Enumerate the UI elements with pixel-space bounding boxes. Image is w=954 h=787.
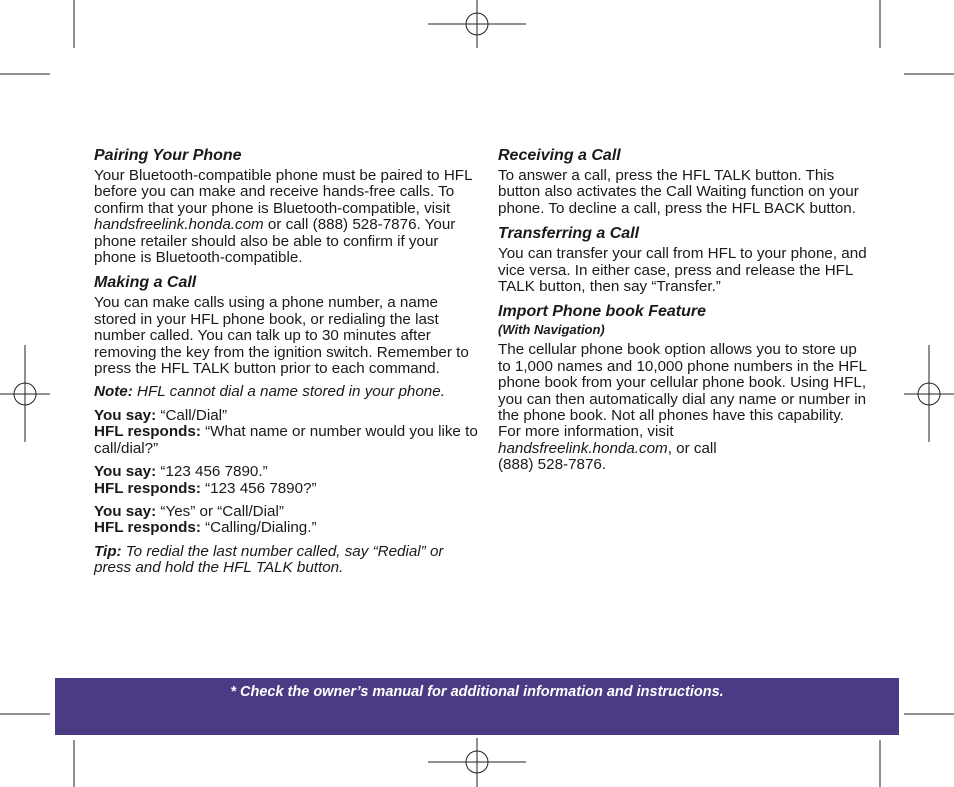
import-title: Import Phone book Feature (498, 303, 707, 321)
pairing-body (94, 168, 480, 266)
registration-mark-bottom (428, 738, 526, 787)
dialog-2-you (94, 464, 480, 480)
making-section (94, 273, 480, 377)
dialog-1 (94, 408, 480, 457)
tip-text: To redial the last number called, say “Redial” or press and hold the HFL TALK button. (94, 542, 444, 577)
dialog-3-you-text: “Yes” or “Call/Dial” (156, 502, 284, 520)
pairing-section (94, 146, 480, 266)
footer-banner (55, 678, 899, 735)
pairing-text-1: Your Bluetooth-compatible phone must be paired to HFL before you can make and receive hands-free calls. To confirm that your phone is Bluetooth-compatible, visit (94, 167, 472, 217)
dialog-2-hfl-text: “123 456 7890?” (200, 479, 317, 497)
import-subtitle: (With Navigation) (498, 322, 605, 338)
transferring-section (498, 224, 870, 295)
import-text-1: The cellular phone book option allows you to store up to 1,000 names and 10,000 phone numbers in the HFL phone book from your cellular phone book. Using HFL, you can then automatically dial any name or number in the phone book. Not all phones have this capability. For more information, visit (498, 341, 867, 441)
transferring-body: You can transfer your call from HFL to your phone, and vice versa. In either case, press and release the HFL TALK button, then say “Transfer.” (498, 245, 867, 296)
import-phone: (888) 528-7876. (498, 456, 607, 474)
hfl-responds-label: HFL responds: (94, 519, 201, 537)
left-column (94, 146, 480, 577)
import-section (498, 302, 870, 473)
transferring-title: Transferring a Call (498, 225, 640, 243)
import-link[interactable]: handsfreelink.honda.com (498, 439, 668, 457)
dialog-3-hfl (94, 520, 480, 536)
dialog-1-you (94, 408, 480, 424)
pairing-link[interactable]: handsfreelink.honda.com (94, 216, 264, 234)
you-say-label: You say: (94, 502, 157, 520)
dialog-2 (94, 464, 480, 497)
hfl-responds-label: HFL responds: (94, 479, 201, 497)
import-text-2: , or call (667, 439, 717, 457)
pairing-title: Pairing Your Phone (94, 147, 242, 164)
tip-label: Tip: (94, 542, 122, 560)
receiving-title: Receiving a Call (498, 147, 621, 164)
pairing-text-2: or call (888) 528-7876. Your phone retailer should also be able to confirm if your phone is Bluetooth-compatible. (94, 216, 456, 267)
making-body: You can make calls using a phone number, a name stored in your HFL phone book, or redialing the last number called. You can talk up to 30 minutes after removing the key from the ignition switch. Remember to press the HFL TALK button prior to each command. (94, 294, 469, 378)
dialog-3-hfl-text: “Calling/Dialing.” (200, 519, 317, 537)
you-say-label: You say: (94, 463, 157, 481)
making-title: Making a Call (94, 274, 197, 292)
dialog-1-hfl (94, 424, 480, 457)
making-note (94, 384, 480, 400)
hfl-responds-label: HFL responds: (94, 423, 201, 441)
registration-mark-left (0, 345, 50, 442)
registration-mark-right (904, 345, 954, 442)
receiving-body: To answer a call, press the HFL TALK button. This button also activates the Call Waiting function on your phone. To decline a call, press the HFL BACK button. (498, 167, 859, 217)
dialog-1-hfl-text: “What name or number would you like to call/dial?” (94, 423, 478, 457)
making-tip (94, 544, 480, 577)
registration-mark-top (428, 0, 526, 48)
note-text: HFL cannot dial a name stored in your phone. (132, 383, 445, 401)
dialog-1-you-text: “Call/Dial” (156, 406, 228, 424)
dialog-3-you (94, 504, 480, 520)
dialog-3 (94, 504, 480, 537)
note-label: Note: (94, 383, 133, 401)
right-column (498, 146, 870, 481)
footer-text: * Check the owner’s manual for additional information and instructions. (230, 684, 724, 700)
dialog-2-you-text: “123 456 7890.” (156, 463, 268, 481)
you-say-label: You say: (94, 406, 157, 424)
receiving-section (498, 146, 870, 217)
dialog-2-hfl (94, 481, 480, 497)
import-body (498, 342, 870, 473)
